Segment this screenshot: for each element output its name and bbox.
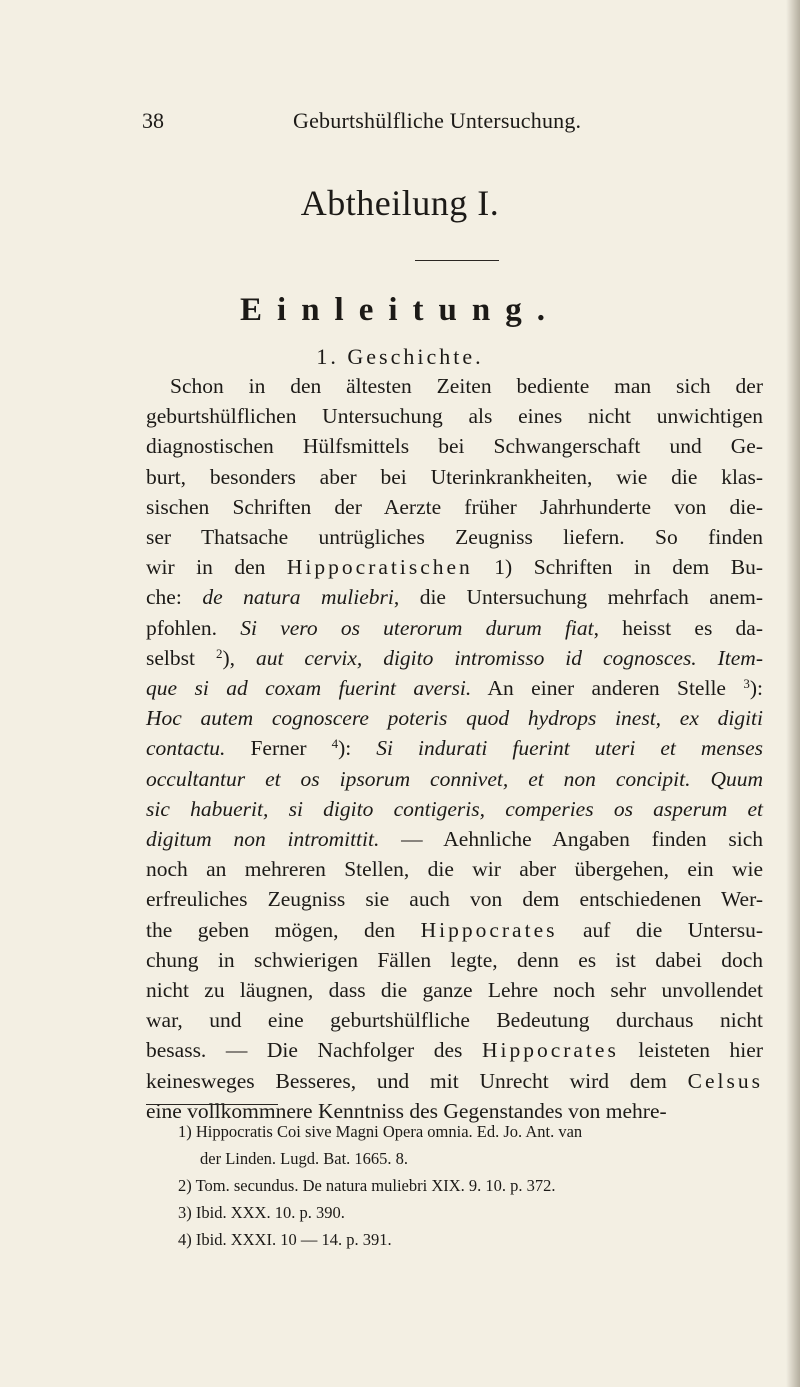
footnotes: [178, 1118, 768, 1253]
text-run: besass. — Die Nachfolger des: [146, 1038, 482, 1063]
latin-quote: contactu.: [146, 736, 226, 761]
author-name: Hippocrates: [420, 917, 558, 942]
running-title: Geburtshülfliche Untersuchung.: [293, 108, 582, 133]
section-heading: Abtheilung I.: [300, 183, 500, 223]
author-name: Hippocrates: [481, 1038, 619, 1063]
latin-quote: sic habuerit, si digito contigeris, comperies os asperum et: [146, 796, 763, 821]
text-run: wir in den: [146, 555, 287, 580]
text-line: [146, 1035, 763, 1065]
text-line: eine vollkommnere Kenntniss des Gegenstandes von mehre-: [146, 1098, 667, 1123]
text-run: che:: [146, 585, 203, 610]
text-line: [146, 552, 763, 582]
text-line: [146, 673, 763, 703]
text-line: sischen Schriften der Aerzte früher Jahrhunderte von die-: [146, 494, 763, 519]
footnote-divider: [146, 1104, 278, 1105]
heading-divider: [415, 260, 499, 261]
body-text: [146, 371, 763, 1126]
text-run: the geben mögen, den: [146, 917, 421, 942]
author-name: Hippocratischen: [286, 555, 473, 580]
text-run: pfohlen.: [146, 615, 241, 640]
text-line: chung in schwierigen Fällen legte, denn es ist dabei doch: [146, 947, 763, 972]
text-run: — Aehnliche Angaben finden sich: [379, 827, 764, 852]
footnote-4: 4) Ibid. XXXI. 10 — 14. p. 391.: [178, 1230, 392, 1249]
latin-quote: digitum non intromittit.: [146, 827, 380, 852]
latin-quote: Si indurati fuerint uteri et menses: [376, 736, 763, 761]
text-run: , heisst es da-: [593, 615, 763, 640]
text-line: [146, 915, 763, 945]
latin-quote: occultantur et os ipsorum connivet, et non concipit. Quum: [146, 766, 763, 791]
text-line: [146, 733, 763, 763]
text-line: nicht zu läugnen, dass die ganze Lehre noch sehr unvollendet: [146, 978, 763, 1003]
footnote-3: 3) Ibid. XXX. 10. p. 390.: [178, 1203, 345, 1222]
footnote-ref[interactable]: 4: [331, 736, 339, 752]
text-run: 1) Schriften in dem Bu-: [472, 555, 763, 580]
text-line: [146, 764, 763, 794]
text-line: [146, 1066, 763, 1096]
latin-quote: Hoc autem cognoscere poteris quod hydrops inest, ex digiti: [146, 706, 763, 731]
footnote-ref[interactable]: 2: [215, 645, 223, 661]
text-line: [146, 824, 763, 854]
latin-quote: que si ad coxam fuerint aversi.: [146, 676, 472, 701]
text-run: selbst: [146, 645, 216, 670]
text-run: auf die Untersu-: [557, 917, 763, 942]
footnote-1: 1) Hippocratis Coi sive Magni Opera omnia. Ed. Jo. Ant. van: [178, 1122, 583, 1141]
text-line: [146, 703, 763, 733]
text-line: noch an mehreren Stellen, die wir aber übergehen, ein wie: [146, 857, 763, 882]
author-name: Celsus: [687, 1068, 763, 1093]
text-line: [146, 794, 763, 824]
subsection-heading: 1. Geschichte.: [316, 344, 484, 369]
text-run: keinesweges Besseres, und mit Unrecht wird dem: [146, 1068, 688, 1093]
text-run: An einer anderen Stelle: [471, 676, 744, 701]
text-run: , die Untersuchung mehrfach anem-: [393, 585, 763, 610]
chapter-heading: Einleitung.: [240, 292, 560, 328]
latin-title: de natura muliebri: [202, 585, 394, 610]
text-line: burt, besonders aber bei Uterinkrankheiten, wie die klas-: [146, 464, 763, 489]
footnote-2: 2) Tom. secundus. De natura muliebri XIX. 9. 10. p. 372.: [178, 1176, 556, 1195]
text-line: war, und eine geburtshülfliche Bedeutung durchaus nicht: [146, 1008, 763, 1033]
latin-quote: aut cervix, digito intromisso id cognosces. Item-: [255, 645, 763, 670]
text-run: ):: [338, 736, 377, 761]
latin-quote: Si vero os uterorum durum fiat: [240, 615, 594, 640]
running-head: [0, 108, 800, 148]
text-line: [146, 643, 763, 673]
text-line: diagnostischen Hülfsmittels bei Schwangerschaft und Ge-: [146, 434, 763, 459]
text-line: [146, 613, 763, 643]
text-run: leisteten hier: [618, 1038, 763, 1063]
text-line: geburtshülflichen Untersuchung als eines nicht unwichtigen: [146, 404, 763, 429]
footnote-1-continuation: der Linden. Lugd. Bat. 1665. 8.: [200, 1149, 409, 1168]
text-line: ser Thatsache untrügliches Zeugniss liefern. So finden: [146, 525, 763, 550]
text-run: Ferner: [225, 736, 332, 761]
text-line: erfreuliches Zeugniss sie auch von dem entschiedenen Wer-: [146, 887, 763, 912]
footnote-ref[interactable]: 3: [743, 676, 750, 692]
page-number: 38: [142, 108, 164, 133]
text-line: [146, 582, 763, 612]
text-line: Schon in den ältesten Zeiten bediente man sich der: [170, 374, 763, 398]
text-run: ):: [749, 676, 764, 701]
text-run: ),: [222, 645, 256, 670]
